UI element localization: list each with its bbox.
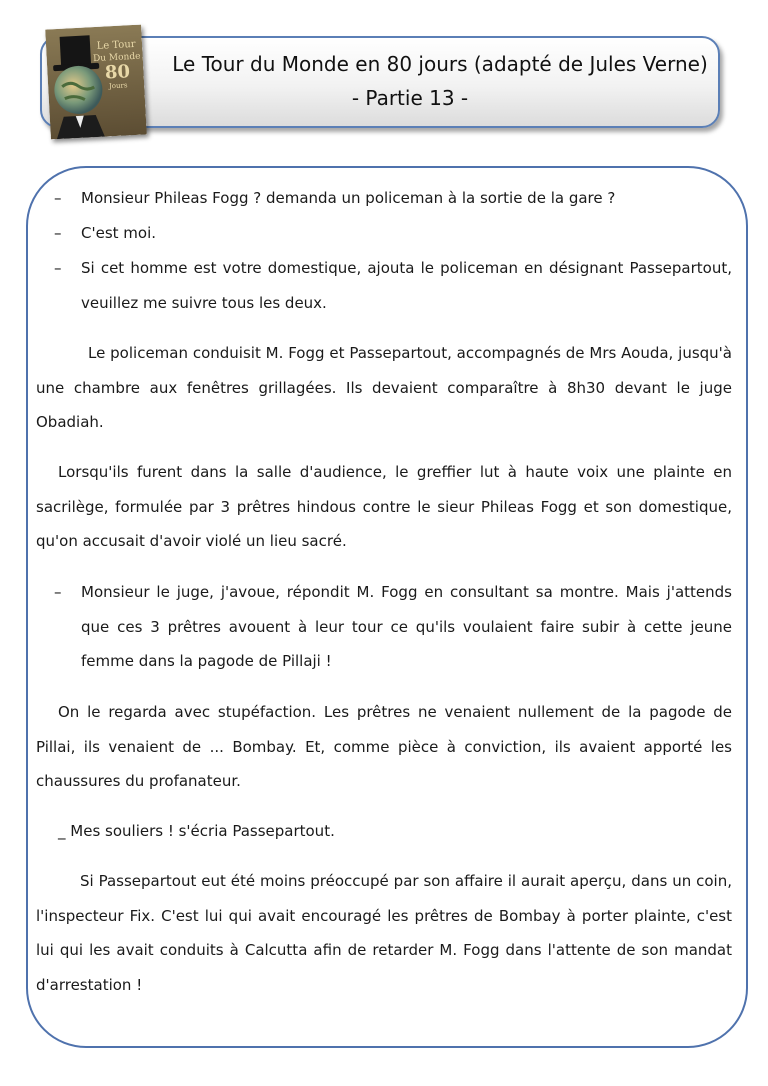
paragraph: Si Passepartout eut été moins préoccupé par son affaire il aurait aperçu, dans un coin, l'inspecteur Fix. C'est lui qui avait encouragé les prêtres de Bombay à porter plainte, c'est lui qui les avait conduits à Calcutta afin de retarder M. Fogg dans l'attente de son mandat d'arrestation ! bbox=[36, 872, 732, 994]
paragraph: _ Mes souliers ! s'écria Passepartout. bbox=[58, 822, 335, 840]
svg-text:Jours: Jours bbox=[108, 81, 128, 91]
book-cover-image bbox=[45, 25, 147, 140]
paragraph: Lorsqu'ils furent dans la salle d'audience, le greffier lut à haute voix une plainte en sacrilège, formulée par 3 prêtres hindous contre le sieur Phileas Fogg et son domestique, qu'on accusait d'avoir violé un lieu sacré. bbox=[36, 463, 732, 550]
dialogue-line: Monsieur le juge, j'avoue, répondit M. Fogg en consultant sa montre. Mais j'attends que ces 3 prêtres avouent à leur tour ce qu'ils voulaient faire subir à cette jeune femme dans la pagode de Pillaji ! bbox=[81, 583, 732, 670]
paragraph: On le regarda avec stupéfaction. Les prêtres ne venaient nullement de la pagode de Pillai, ils venaient de ... Bombay. Et, comme pièce à conviction, ils avaient apporté les chaussures du profanateur. bbox=[36, 703, 732, 790]
dialogue-line: C'est moi. bbox=[81, 224, 157, 242]
part-subtitle: - Partie 13 - bbox=[351, 86, 469, 110]
paragraph: Le policeman conduisit M. Fogg et Passepartout, accompagnés de Mrs Aouda, jusqu'à une chambre aux fenêtres grillagées. Ils devaient comparaître à 8h30 devant le juge Obadiah. bbox=[36, 344, 732, 431]
page-title: Le Tour du Monde en 80 jours (adapté de Jules Verne) bbox=[172, 52, 708, 76]
dialogue-dash: – bbox=[54, 583, 62, 601]
svg-text:80: 80 bbox=[104, 61, 131, 84]
dialogue-line: Si cet homme est votre domestique, ajouta le policeman en désignant Passepartout, veuillez me suivre tous les deux. bbox=[81, 259, 732, 312]
dialogue-dash: – bbox=[54, 259, 62, 277]
dialogue-dash: – bbox=[54, 189, 62, 207]
dialogue-line: Monsieur Phileas Fogg ? demanda un policeman à la sortie de la gare ? bbox=[81, 189, 616, 207]
cover-text: Le Tour bbox=[96, 38, 136, 52]
dialogue-dash: – bbox=[54, 224, 62, 242]
svg-text:Du Monde: Du Monde bbox=[92, 51, 141, 65]
